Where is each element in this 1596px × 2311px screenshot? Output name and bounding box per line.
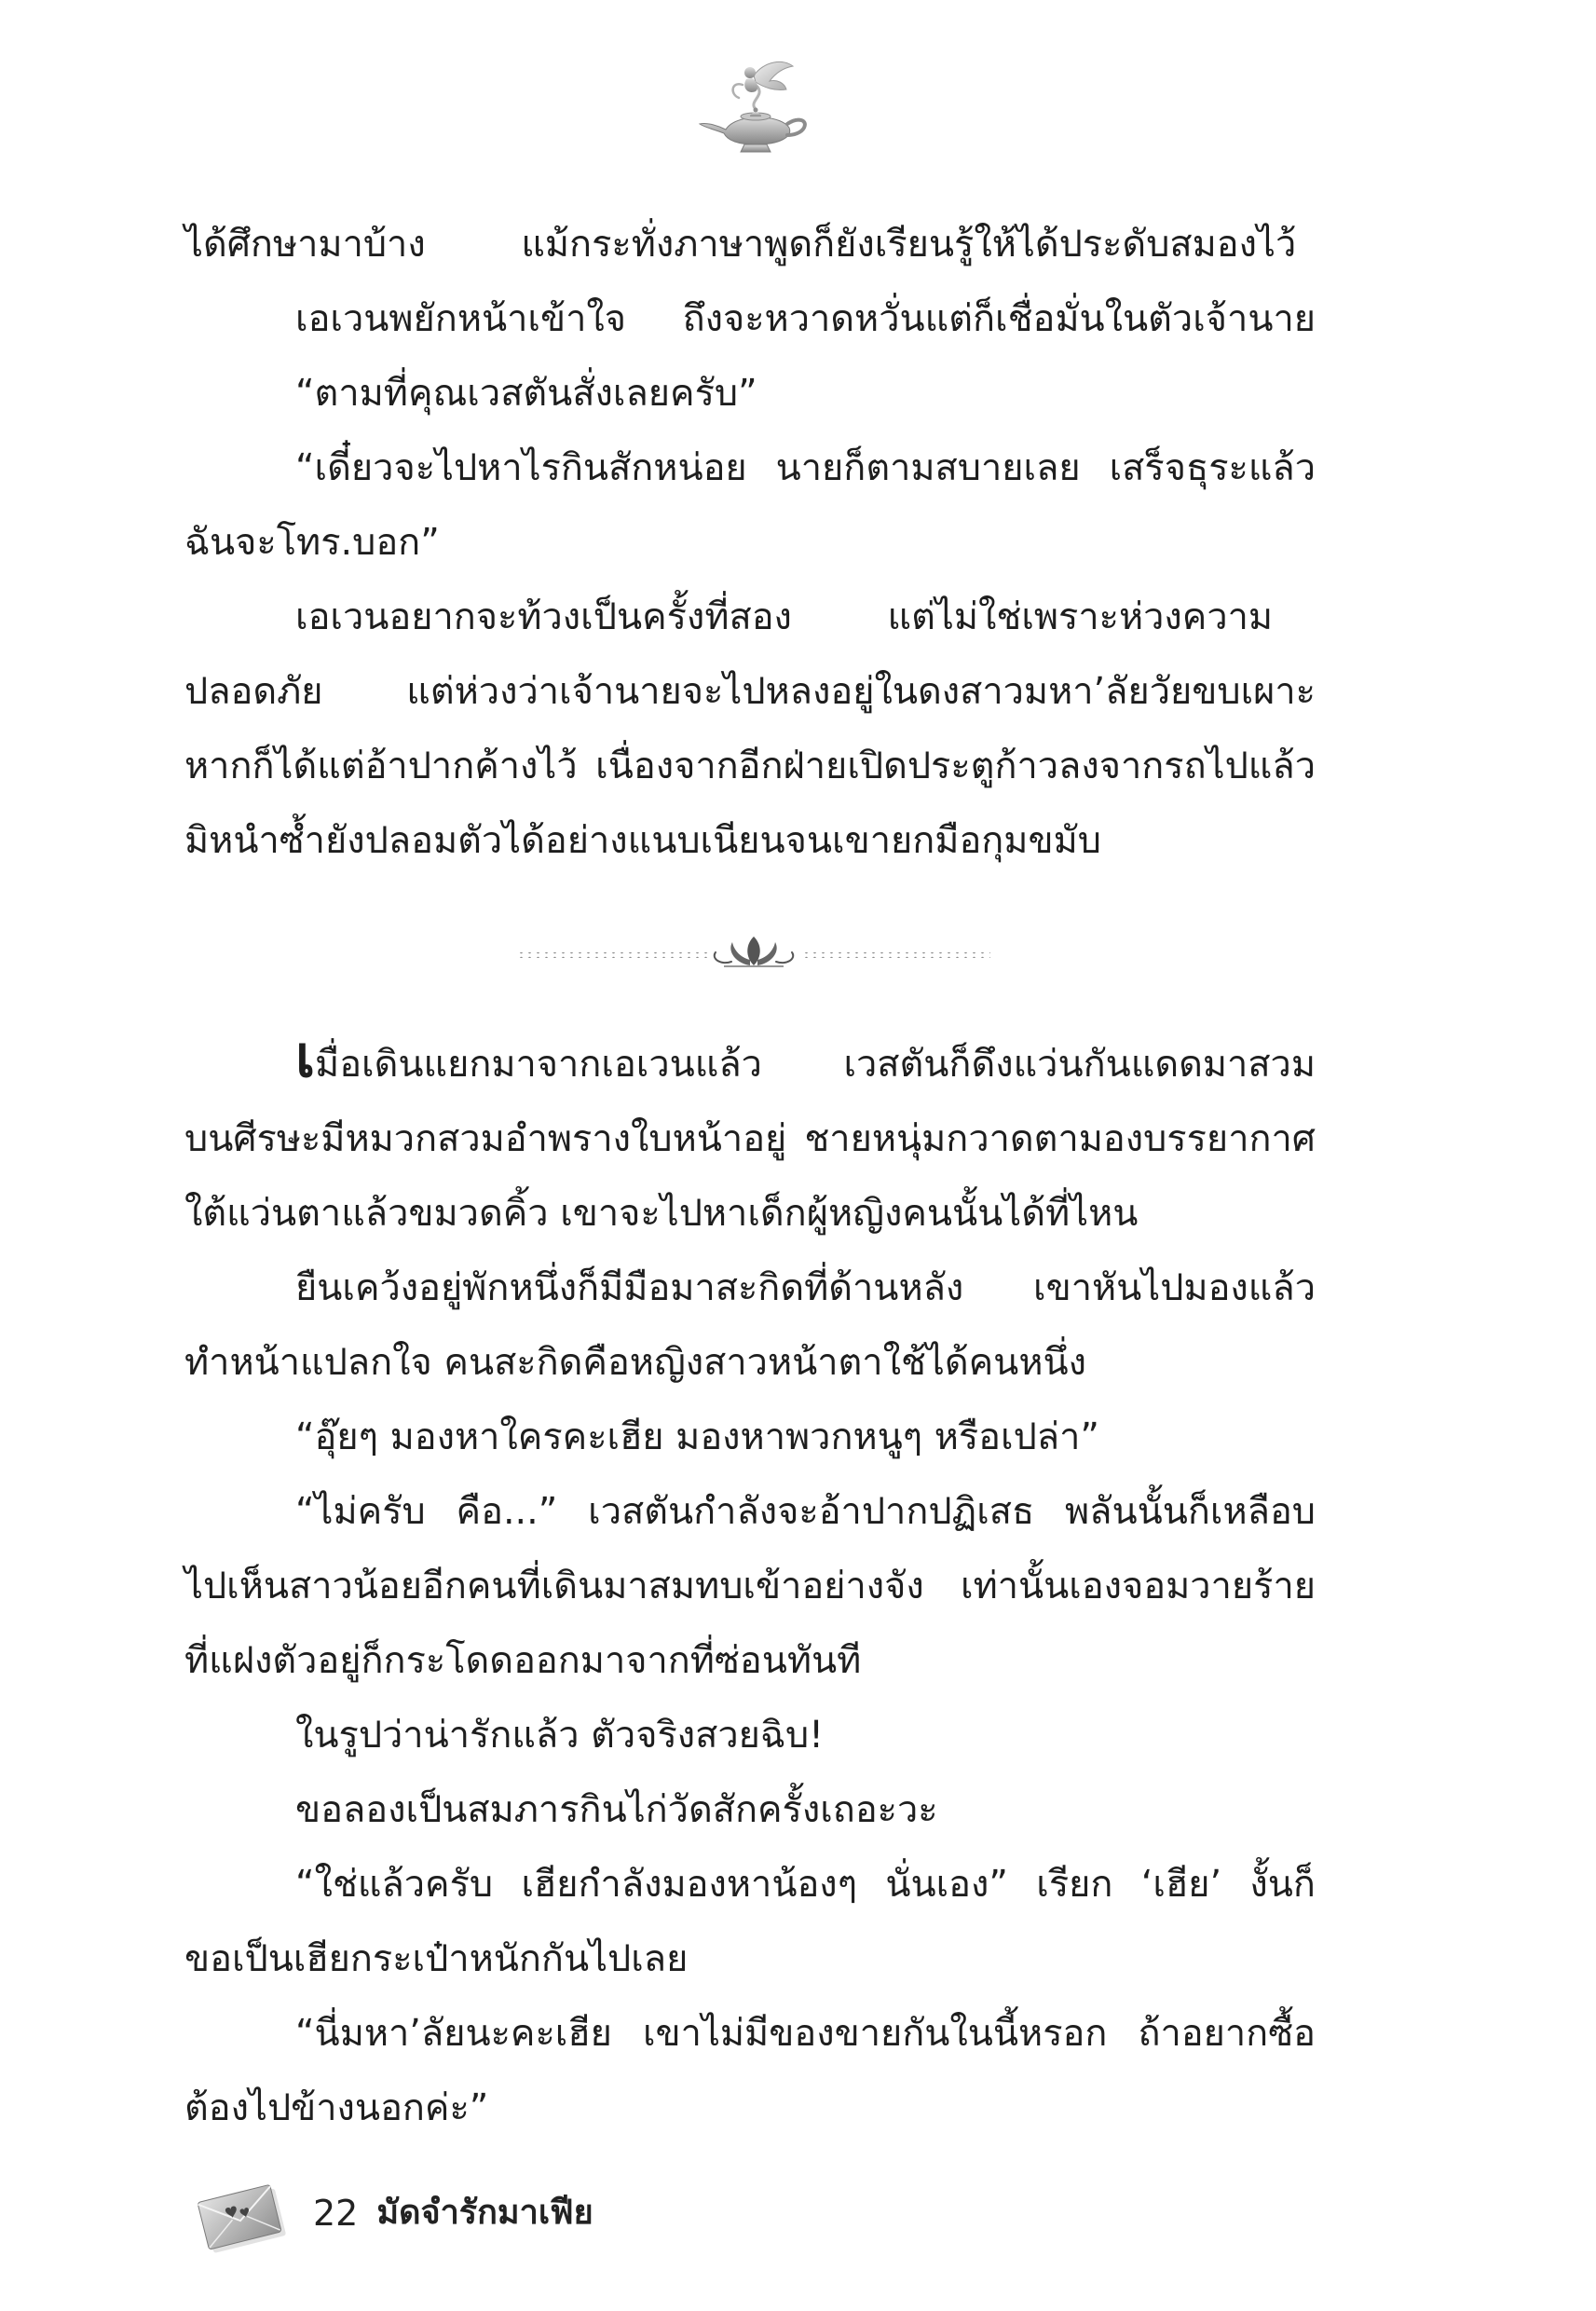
text-line: ฉันจะโทร.บอก” bbox=[184, 521, 440, 564]
text-section bbox=[184, 207, 1316, 878]
paragraph bbox=[184, 1772, 1316, 1847]
paragraph bbox=[184, 1023, 1316, 1251]
text-line: หากก็ได้แต่อ้าปากค้างไว้ เนื่องจากอีกฝ่ายเปิดประตูก้าวลงจากรถไปแล้ว bbox=[184, 745, 1316, 787]
text-line: มิหนำซ้ำยังปลอมตัวได้อย่างแนบเนียนจนเขายกมือกุมขมับ bbox=[184, 819, 1101, 862]
page-footer bbox=[313, 2185, 593, 2241]
paragraph bbox=[184, 356, 1316, 431]
paragraph bbox=[184, 1251, 1316, 1400]
running-title: มัดจำรักมาเฟีย bbox=[376, 2194, 593, 2232]
floral-divider-icon bbox=[517, 933, 990, 974]
text-line-rest: มื่อเดินแยกมาจากเอเวนแล้ว เวสตันก็ดึงแว่นกันแดดมาสวม bbox=[315, 1043, 1316, 1086]
paragraph bbox=[184, 1698, 1316, 1772]
text-line: ใต้แว่นตาแล้วขมวดคิ้ว เขาจะไปหาเด็กผู้หญิงคนนั้นได้ที่ไหน bbox=[184, 1192, 1139, 1235]
text-line: ได้ศึกษามาบ้าง แม้กระทั่งภาษาพูดก็ยังเรียนรู้ให้ได้ประดับสมองไว้ bbox=[184, 223, 1297, 266]
page-number: 22 bbox=[313, 2193, 359, 2234]
envelope-heart-icon bbox=[192, 2179, 289, 2255]
text-line: ต้องไปข้างนอกค่ะ” bbox=[184, 2086, 489, 2129]
text-line: “อุ๊ยๆ มองหาใครคะเฮีย มองหาพวกหนูๆ หรือเปล่า” bbox=[295, 1415, 1099, 1458]
text-line: ขอลองเป็นสมภารกินไก่วัดสักครั้งเถอะวะ bbox=[295, 1788, 938, 1831]
text-line: “เดี๋ยวจะไปหาไรกินสักหน่อย นายก็ตามสบายเลย เสร็จธุระแล้ว bbox=[295, 446, 1316, 489]
text-line: ขอเป็นเฮียกระเป๋าหนักกันไปเลย bbox=[184, 1937, 689, 1980]
paragraph bbox=[184, 1400, 1316, 1474]
text-line: “ไม่ครับ คือ...” เวสตันกำลังจะอ้าปากปฏิเสธ พลันนั้นก็เหลือบ bbox=[295, 1490, 1316, 1533]
genie-lamp-icon bbox=[694, 59, 810, 156]
text-line: ทำหน้าแปลกใจ คนสะกิดคือหญิงสาวหน้าตาใช้ได้คนหนึ่ง bbox=[184, 1341, 1086, 1384]
text-line: เอเวนอยากจะท้วงเป็นครั้งที่สอง แต่ไม่ใช่เพราะห่วงความ bbox=[295, 595, 1274, 638]
text-line bbox=[295, 1023, 1316, 1101]
text-line: ปลอดภัย แต่ห่วงว่าเจ้านายจะไปหลงอยู่ในดงสาวมหา’ลัยวัยขบเผาะ bbox=[184, 670, 1316, 713]
paragraph bbox=[184, 431, 1316, 580]
text-line: ยืนเคว้งอยู่พักหนึ่งก็มีมือมาสะกิดที่ด้านหลัง เขาหันไปมองแล้ว bbox=[295, 1266, 1316, 1309]
text-line: “ใช่แล้วครับ เฮียกำลังมองหาน้องๆ นั่นเอง” เรียก ‘เฮีย’ งั้นก็ bbox=[295, 1863, 1316, 1906]
paragraph bbox=[184, 580, 1316, 878]
paragraph bbox=[184, 1847, 1316, 1996]
text-line: ที่แฝงตัวอยู่ก็กระโดดออกมาจากที่ซ่อนทันที bbox=[184, 1639, 862, 1682]
text-line: เอเวนพยักหน้าเข้าใจ ถึงจะหวาดหวั่นแต่ก็เชื่อมั่นในตัวเจ้านาย bbox=[295, 297, 1316, 340]
text-section bbox=[184, 1023, 1316, 2145]
paragraph bbox=[184, 1474, 1316, 1698]
text-line: ในรูปว่าน่ารักแล้ว ตัวจริงสวยฉิบ! bbox=[295, 1714, 825, 1757]
text-line: “ตามที่คุณเวสตันสั่งเลยครับ” bbox=[295, 372, 757, 415]
paragraph bbox=[184, 1996, 1316, 2145]
text-line: ไปเห็นสาวน้อยอีกคนที่เดินมาสมทบเข้าอย่างจัง เท่านั้นเองจอมวายร้าย bbox=[184, 1565, 1316, 1607]
text-line: “นี่มหา’ลัยนะคะเฮีย เขาไม่มีของขายกันในนี้หรอก ถ้าอยากซื้อ bbox=[295, 2012, 1316, 2055]
paragraph bbox=[184, 207, 1316, 281]
drop-cap: เ bbox=[295, 1023, 316, 1090]
paragraph bbox=[184, 281, 1316, 356]
text-line: บนศีรษะมีหมวกสวมอำพรางใบหน้าอยู่ ชายหนุ่มกวาดตามองบรรยากาศ bbox=[184, 1117, 1316, 1160]
